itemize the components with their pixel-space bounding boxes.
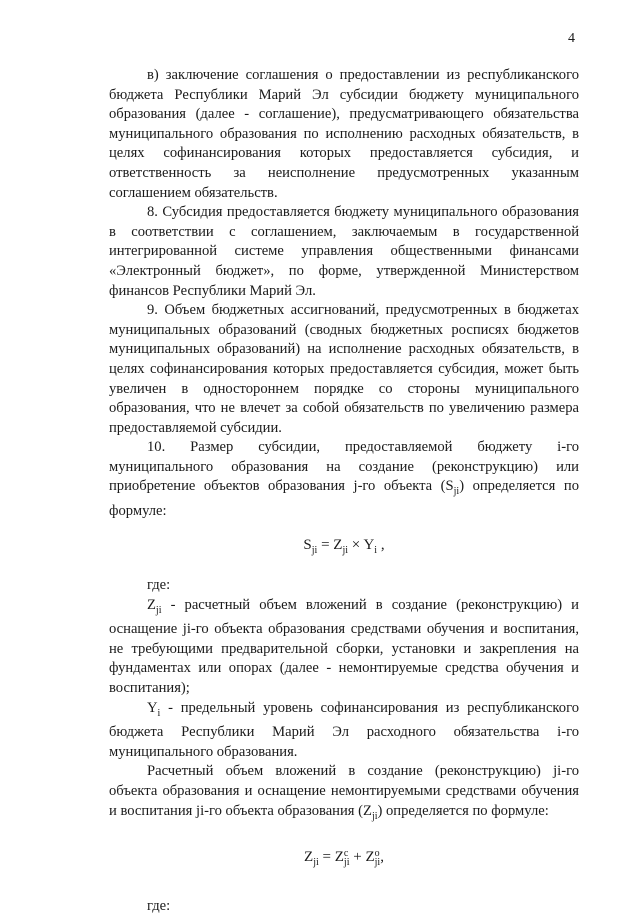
where-label-2: где: <box>147 897 171 914</box>
paragraph-calc: Расчетный объем вложений в создание (реконструкцию) ji-го объекта образования и оснащение немонтируемыми средствами обучения и воспитания ji-го объекта образования $(Z_{ji})$ определяется по формуле: <box>109 763 579 822</box>
paragraph-9: 9. Объем бюджетных ассигнований, предусмотренных в бюджетах муниципальных образований (сводных бюджетных росписях бюджетов муниципальных образований) на исполнение расходных обязательств, в целях софинансирования которых предоставляется субсидия, может быть увеличен в одностороннем порядке со стороны муниципального образования, что не влечет за собой обязательств по увеличению размера предоставляемой субсидии. <box>109 302 579 436</box>
document-body <box>109 66 579 916</box>
paragraph-10: 10. Размер субсидии, предоставляемой бюджету i-го муниципального образования на создание (реконструкцию) или приобретение объектов образования j-го объекта $(S_{ji})$ определяется по формуле: <box>109 439 579 519</box>
formula-subsidy: $S_{ji} = Z_{ji} \times Y_i$ , <box>303 536 385 556</box>
formula-investment: $Z_{ji} = Z$ c ji + Z o ji , <box>304 847 384 868</box>
definition-y: $Y_i$ - предельный уровень софинансирования из республиканского бюджета Республики Марий Эл расходного обязательства i-го муниципального образования. <box>109 699 579 760</box>
paragraph-8: 8. Субсидия предоставляется бюджету муниципального образования в соответствии с соглашением, заключаемым в государственной интегрированной системе управления общественными финансами «Электронный бюджет», по форме, утвержденной Министерством финансов Республики Марий Эл. <box>109 204 579 299</box>
where-label-1: где: <box>147 577 171 594</box>
paragraph-v: в) заключение соглашения о предоставлении из республиканского бюджета Республики Марий Эл субсидии бюджету муниципального образования (далее - соглашение), предусматривающего обязательства муниципального образования по исполнению расходных обязательств, в целях софинансирования которых предоставляется субсидия, и ответственность за неисполнение предусмотренных указанным соглашением обязательств. <box>109 67 579 201</box>
definition-z: $Z_{ji}$ - расчетный объем вложений в создание (реконструкцию) и оснащение ji-го объекта образования средствами обучения и воспитания, не требующими предварительной сборки, установки и закрепления на фундаментах или опорах (далее - немонтируемые средства обучения и воспитания); <box>109 596 579 697</box>
page-number: 4 <box>568 31 575 46</box>
